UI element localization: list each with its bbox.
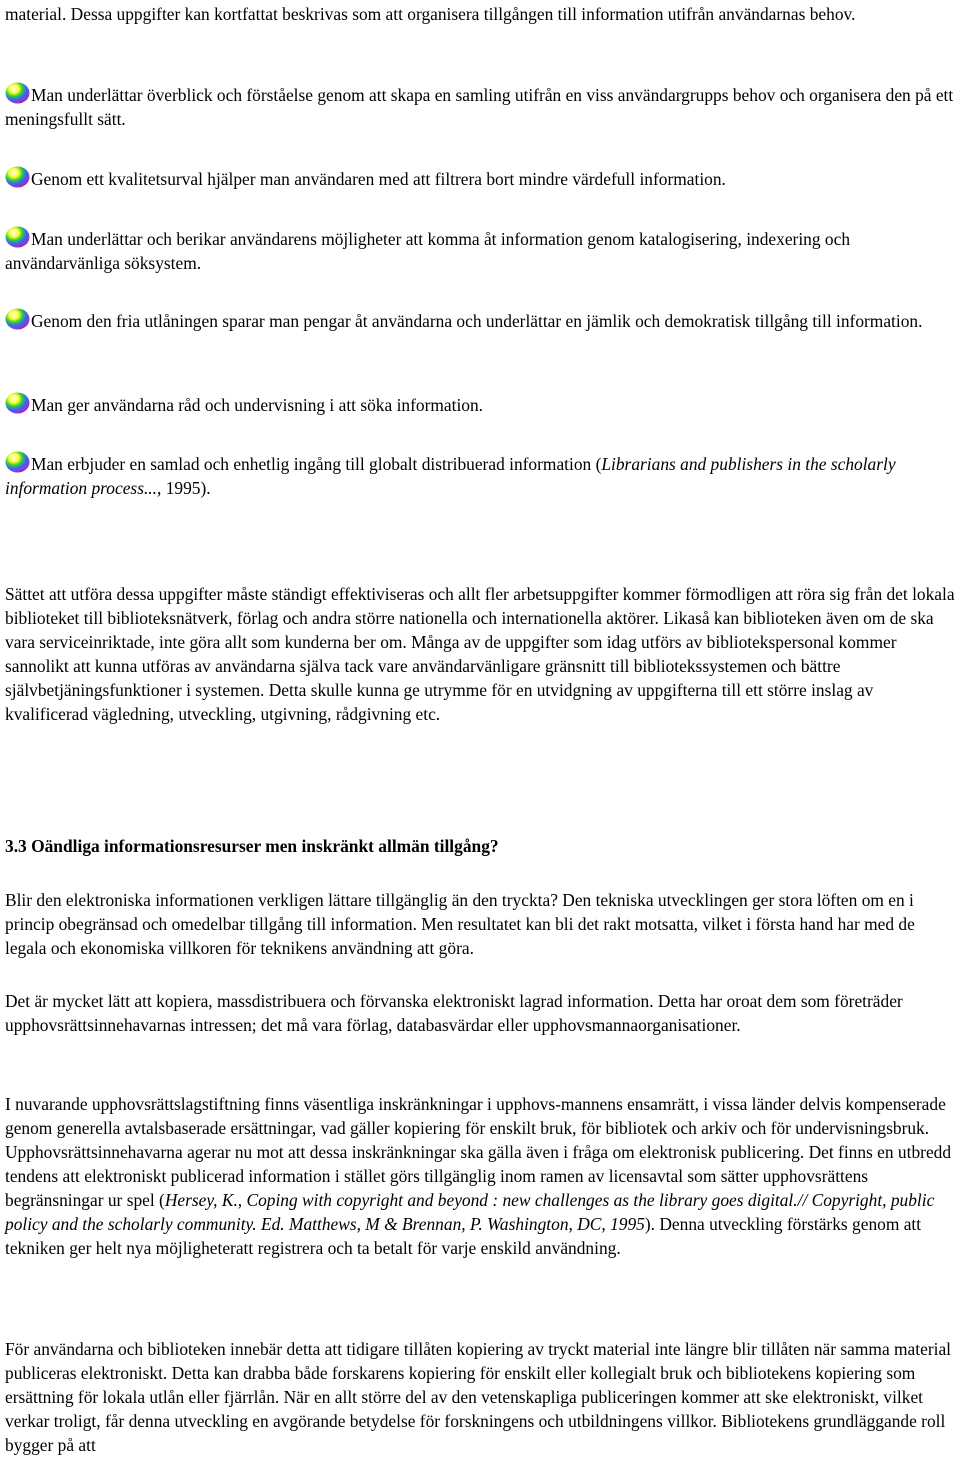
body-paragraph: För användarna och biblioteken innebär detta att tidigare tillåten kopiering av tryckt material inte längre blir tillåten när samma material publiceras elektroniskt. Detta kan drabba både forskarens kopiering för enskilt eller kollegialt bruk och bibliotekens kopiering som ersättning för lokala utlån eller fjärrlån. När en allt större del av den vetenskapliga publiceringen kommer att ske elektroniskt, vilket verkar troligt, får denna utveckling en avgörande betydelse för forskningens och utbildningens villkor. Bibliotekens grundläggande roll bygger på att bbox=[5, 1339, 951, 1455]
rainbow-ball-icon bbox=[5, 308, 30, 330]
body-paragraph bbox=[5, 1092, 957, 1260]
body-paragraph: Blir den elektroniska informationen verkligen lättare tillgänglig än den tryckta? Den tekniska utvecklingen ger stora löften om en i princip obegränsad och omedelbar tillgång till information. Men resultatet kan bli det rakt motsatta, vilket i första hand har med de legala och ekonomiska villkoren för teknikens användning att göra. bbox=[5, 890, 915, 958]
bullet-text: Man underlättar och berikar användarens möjligheter att komma åt information genom katalogisering, indexering och användarvänliga söksystem. bbox=[5, 229, 851, 273]
paragraph-text-after: ). Denna utveckling förstärks genom att tekniken ger helt nya möjligheteratt registrera och ta betalt för varje enskild användning. bbox=[5, 1214, 922, 1258]
bullet-text: Man underlättar överblick och förståelse genom att skapa en samling utifrån en viss användargrupps behov och organisera den på ett meningsfullt sätt. bbox=[5, 85, 954, 129]
bullet-text: Genom den fria utlåningen sparar man pengar åt användarna och underlättar en jämlik och demokratisk tillgång till information. bbox=[31, 311, 923, 331]
bullet-text: Man ger användarna råd och undervisning i att söka information. bbox=[31, 395, 484, 415]
rainbow-ball-icon bbox=[5, 451, 30, 473]
bullet-text-after: , 1995). bbox=[157, 478, 211, 498]
bullet-item bbox=[5, 308, 957, 333]
citation: Librarians and publishers in the scholarly information process... bbox=[5, 454, 896, 498]
bullet-item bbox=[5, 226, 957, 275]
bullet-item bbox=[5, 451, 957, 500]
bullet-text: Genom ett kvalitetsurval hjälper man användaren med att filtrera bort mindre värdefull information. bbox=[31, 169, 726, 189]
citation: Hersey, K., Coping with copyright and beyond : new challenges as the library goes digital.// Copyright, public policy and the scholarly community. Ed. Matthews, M & Brennan, P. Washington, DC, 1995 bbox=[5, 1190, 935, 1234]
rainbow-ball-icon bbox=[5, 166, 30, 188]
intro-paragraph: material. Dessa uppgifter kan kortfattat beskrivas som att organisera tillgången till information utifrån användarnas behov. bbox=[5, 4, 856, 24]
body-paragraph: Sättet att utföra dessa uppgifter måste ständigt effektiviseras och allt fler arbetsuppgifter kommer förmodligen att röra sig från det lokala biblioteket till biblioteksnätverk, förlag och andra större nationella och internationella aktörer. Likaså kan biblioteken även om de ska vara serviceinriktade, inte göra allt som kunderna ber om. Många av de uppgifter som idag utförs av bibliotekspersonal kommer sannolikt att kunna utföras av användarna själva tack vare användarvänligare gränsnitt till bibliotekssystemen och bättre självbetjäningsfunktioner i systemen. Detta skulle kunna ge utrymme för en utvidgning av uppgifterna till ett större inslag av kvalificerad vägledning, utveckling, utgivning, rådgivning etc. bbox=[5, 584, 955, 724]
paragraph-text: I nuvarande upphovsrättslagstiftning finns väsentliga inskränkningar i upphovs-mannens ensamrätt, i vissa länder delvis kompenserade genom generella avtalsbaserade ersättningar, vad gäller kopiering för enskilt bruk, för bibliotek och arkiv och för undervisningsbruk. Upphovsrättsinnehavarna agerar nu mot att dessa inskränkningar ska gälla även i fråga om elektronisk publicering. Det finns en utbredd tendens att elektroniskt publicerad information i stället görs tillgänglig inom ramen av licensavtal som sätter upphovsrättens begränsningar ur spel ( bbox=[5, 1094, 952, 1210]
bullet-text: Man erbjuder en samlad och enhetlig ingång till globalt distribuerad information ( bbox=[31, 454, 602, 474]
bullet-item bbox=[5, 166, 957, 191]
bullet-item bbox=[5, 392, 957, 417]
rainbow-ball-icon bbox=[5, 82, 30, 104]
rainbow-ball-icon bbox=[5, 392, 30, 414]
body-paragraph: Det är mycket lätt att kopiera, massdistribuera och förvanska elektroniskt lagrad information. Detta har oroat dem som företräder upphovsrättsinnehavarnas intressen; det må vara förlag, databasvärdar eller upphovsmannaorganisationer. bbox=[5, 991, 903, 1035]
bullet-item bbox=[5, 82, 957, 131]
rainbow-ball-icon bbox=[5, 226, 30, 248]
section-heading: 3.3 Oändliga informationsresurser men inskränkt allmän tillgång? bbox=[5, 836, 499, 856]
